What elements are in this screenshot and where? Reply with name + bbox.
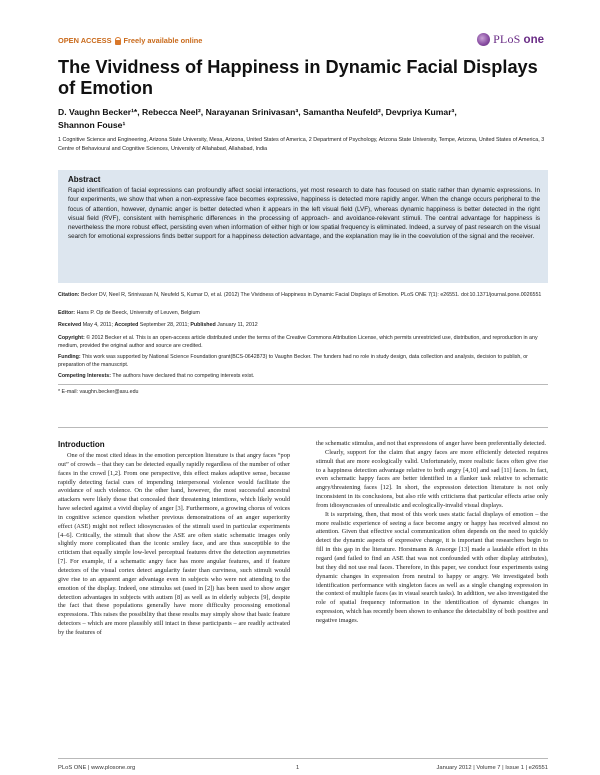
copyright-text: © 2012 Becker et al. This is an open-access article distributed under the terms of the Creative Commons Attribution License, which permits unrestricted use, distribution, and reproduction in any medium, provided the original author and source are credited.: [58, 335, 538, 349]
citation-text: Becker DV, Neel R, Srinivasan N, Neufeld S, Kumar D, et al. (2012) The Vividness of Happiness in Dynamic Facial Displays of Emotion. PLoS ONE 7(1): e26551. doi:10.1371/journal.pone.0026551: [80, 292, 542, 298]
abstract-box: [58, 170, 548, 283]
footer-journal: PLoS ONE | www.plosone.org: [58, 765, 136, 771]
accepted-label: Accepted: [114, 322, 139, 328]
editor-label: Editor:: [58, 310, 76, 316]
open-access-text: OPEN ACCESS: [58, 36, 112, 45]
intro-paragraph: One of the most cited ideas in the emotion perception literature is that angry faces “pop out” of crowds – that they can be detected equally rapidly regardless of the number of other faces in the crowd [1,2]. From one perspective, this effect makes adaptive sense, because rapidly detecting facial cues of impending interpersonal violence would facilitate the avoidance of such violence. On the other hand, however, the most successful ancestral attackers were likely those that concealed their threatening intentions, which likely would have selected against a vivid display of anger [3]. Furthermore, a growing chorus of voices in cognitive science question whether previous demonstrations of an anger superiority effect (ASE) might not reflect idiosyncrasies of the stimuli used in particular experiments [4–6]. Critically, the stimuli that show the ASE are often static schematic images only slightly more complicated than the iconic smiley face, and are thus susceptible to the criticism that equally simple low-level perceptual features drive the detection asymmetries [7]. For example, if a schematic angry face has more angular features, and if feature detectors of the visual cortex detect angularity faster than curviness, such stimuli would give rise to an apparent anger advantage even in subjects who were not attending to the emotion of the display. Indeed, one stimulus set (used in [2]) has been used to show anger detection advantages in subjects with autism [8] as well as in elderly subjects [9], despite the fact that these populations generally have more difficulty processing emotional expressions. This raises the possibility that these results may simply show that basic feature detectors – which are more plausibly still intact in these participants – are readily activated by the features of: [58, 452, 290, 636]
abstract-heading: Abstract: [68, 175, 101, 184]
open-access-badge: [58, 36, 202, 45]
dates-block: [58, 322, 548, 330]
freely-available-text: Freely available online: [123, 36, 203, 45]
intro-paragraph: It is surprising, then, that most of this work uses static facial displays of emotion – the more realistic experience of seeing a face become angry or happy has received almost no attention. Given that effective social communication often depends on the need to quickly detect the dynamic aspects of expressive change, it is important that researchers begin to fill in this gap in the literature. Horstmann & Ansorge [13] made a laudable effort in this regard (and failed to find an ASE that was not confounded with other display attributes), but they did not use real faces. Therefore, in this paper, we conduct four experiments using dynamic changes in expression from neutral to happy or angry. We investigated both identification performance with singleton faces as well as a single changing expression in the context of multiple faces (as in visual search tasks). In addition, we also investigated the role of spatial frequency information in the identification of dynamic changes in expression, which has recently been shown to enhance the detectability of both positive and negative images.: [316, 510, 548, 624]
published-label: Published: [190, 322, 216, 328]
accepted-date: September 28, 2011;: [139, 322, 189, 328]
published-date: January 11, 2012: [217, 322, 258, 328]
received-date: May 4, 2011;: [82, 322, 113, 328]
body-column-right: [316, 440, 548, 626]
competing-text: The authors have declared that no competing interests exist.: [112, 373, 255, 379]
email-block[interactable]: [58, 389, 548, 397]
article-title: The Vividness of Happiness in Dynamic Facial Displays of Emotion: [58, 57, 538, 98]
received-label: Received: [58, 322, 82, 328]
copyright-block: [58, 335, 548, 350]
competing-label: Competing Interests:: [58, 373, 111, 379]
funding-block: [58, 354, 548, 369]
introduction-heading: Introduction: [58, 440, 105, 449]
intro-paragraph: the schematic stimulus, and not that expressions of anger have been preferentially detected.: [316, 440, 547, 447]
footer-issue: January 2012 | Volume 7 | Issue 1 | e26551: [436, 765, 548, 771]
citation-label: Citation:: [58, 292, 80, 298]
author-list: [58, 106, 548, 132]
abstract-text: Rapid identification of facial expressions can profoundly affect social interactions, yet most research to date has focused on static rather than dynamic expressions. In four experiments, we show that when a non-expressive face becomes expressive, happiness is detected more rapidly anger. When the change occurs peripheral to the focus of attention, however, dynamic anger is better detected when it appears in the left visual field (LVF), whereas dynamic happiness is better detected in the right visual field (RVF), consistent with hemispheric differences in the processing of approach- and avoidance-relevant stimuli. The central advantage for happiness is nevertheless the more robust effect, persisting even when information of either high or low spatial frequency is eliminated. Indeed, a survey of past research on the visual search for emotional expressions finds better support for a happiness detection advantage, and the explanation may lie in the coevolution of the signal and the receiver.: [68, 187, 540, 241]
footer-page-number: 1: [296, 765, 300, 771]
meta-divider: [58, 384, 548, 385]
author-line-2: Shannon Fouse¹: [58, 120, 126, 130]
plos-one-logo[interactable]: [477, 32, 544, 47]
body-column-left: [58, 452, 290, 638]
author-line-1: D. Vaughn Becker¹*, Rebecca Neel², Narayanan Srinivasan³, Samantha Neufeld², Devpriya Kumar³,: [58, 107, 457, 117]
unlock-icon: [115, 37, 121, 45]
competing-interests-block: [58, 373, 548, 381]
affiliations: 1 Cognitive Science and Engineering, Arizona State University, Mesa, Arizona, United States of America, 2 Department of Psychology, Arizona State University, Tempe, Arizona, United States of America, 3 Centre of Behavioural and Cognitive Sciences, University of Allahabad, Allahabad, India: [58, 137, 545, 152]
editor-block: [58, 310, 548, 318]
citation-block: [58, 292, 548, 300]
corresponding-email[interactable]: * E-mail: vaughn.becker@asu.edu: [58, 389, 139, 395]
body-divider: [58, 427, 548, 428]
funding-text: This work was supported by National Science Foundation grant(BCS-0642873) to Vaughn Becker. The funders had no role in study design, data collection and analysis, decision to publish, or preparation of the manuscript.: [58, 354, 528, 368]
intro-paragraph: Clearly, support for the claim that angry faces are more efficiently detected requires stimuli that are more ecologically valid. Unfortunately, more realistic faces often give rise to a happiness detection advantage relative to both angry [4,10] and sad [11] faces. In fact, even schematic happy faces are better identified in a flanker task relative to schematic angry/threatening faces [12]. In short, the expression detection literature is not only inconsistent in its conclusions, but also rife with criticisms that particular effects arise only from idiosyncrasies of unrealistic and ecologically-invalid visual displays.: [316, 448, 548, 509]
logo-plos-text: PLoS: [493, 32, 521, 46]
footer-divider: [58, 758, 548, 759]
copyright-label: Copyright:: [58, 335, 85, 341]
journal-header: [58, 32, 544, 52]
funding-label: Funding:: [58, 354, 81, 360]
logo-one-text: one: [523, 33, 544, 46]
editor-text: Hans P. Op de Beeck, University of Leuven, Belgium: [76, 310, 200, 316]
plos-logo-mark-icon: [477, 33, 490, 46]
